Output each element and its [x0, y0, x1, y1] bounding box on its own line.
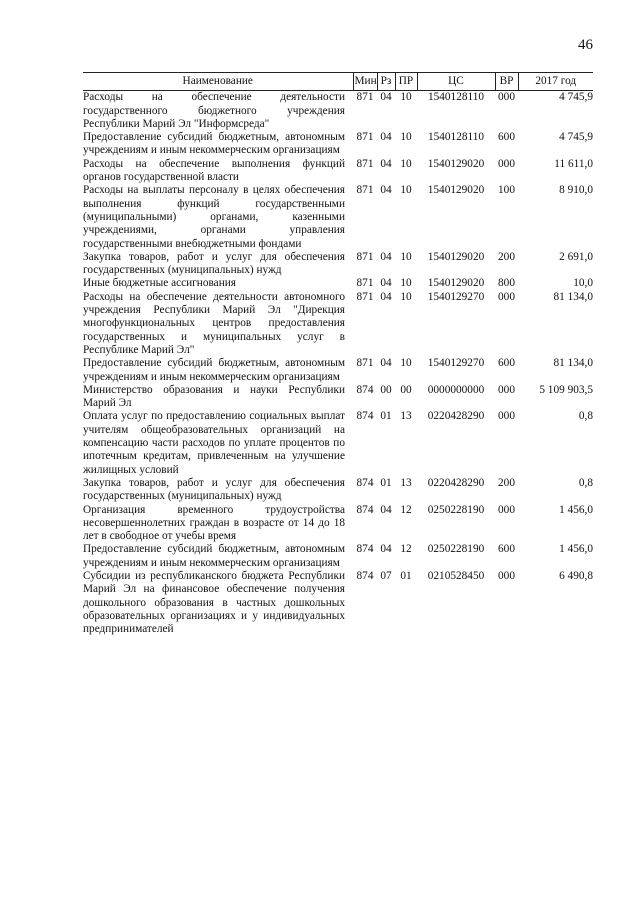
row-rz: 01: [380, 476, 392, 489]
row-cs: 0250228190: [427, 503, 485, 516]
row-rz: 04: [380, 290, 392, 303]
table-header-row: [83, 73, 593, 91]
row-rz: 04: [380, 131, 392, 144]
row-cs: 0210528450: [427, 569, 485, 582]
row-name: Закупка товаров, работ и услуг для обеспечения государственных (муниципальных) нужд: [83, 476, 345, 503]
row-amount: 6 490,8: [559, 569, 593, 582]
row-cs: 1540129020: [427, 184, 485, 197]
row-min: 874: [356, 410, 374, 423]
table-row: [83, 291, 593, 357]
row-pr: 10: [400, 357, 412, 370]
header-pr: ПР: [395, 73, 417, 91]
row-name: Субсидии из республиканского бюджета Республики Марий Эл на финансовое обеспечение получения дошкольного образования в частных дошкольных образовательных организациях и у индивидуальных предпринимателей: [83, 569, 345, 636]
header-name: Наименование: [83, 73, 353, 91]
row-pr: 10: [400, 91, 412, 104]
row-rz: 04: [380, 157, 392, 170]
row-vr: 000: [498, 383, 515, 396]
row-cs: 1540128110: [427, 131, 485, 144]
row-name: Предоставление субсидий бюджетным, автономным учреждениям и иным некоммерческим организациям: [83, 357, 345, 383]
row-min: 874: [356, 569, 374, 582]
row-name: Организация временного трудоустройства несовершеннолетних граждан в возрасте от 14 до 18 лет в свободное от учебы время: [83, 503, 345, 543]
page-number: 46: [578, 37, 593, 53]
row-min: 874: [356, 476, 374, 489]
row-min: 871: [356, 357, 374, 370]
table-row: [83, 277, 593, 290]
row-pr: 10: [400, 184, 412, 197]
row-cs: 0250228190: [427, 543, 485, 556]
row-vr: 600: [498, 543, 515, 556]
row-pr: 10: [400, 131, 412, 144]
row-pr: 10: [400, 157, 412, 170]
row-amount: 1 456,0: [559, 543, 593, 556]
row-cs: 1540129270: [427, 357, 485, 370]
row-pr: 13: [400, 476, 412, 489]
row-name: Иные бюджетные ассигнования: [83, 277, 236, 290]
row-vr: 100: [498, 184, 515, 197]
header-vr: ВР: [495, 73, 518, 91]
row-pr: 10: [400, 277, 412, 290]
row-cs: 1540129270: [427, 290, 485, 303]
row-min: 871: [356, 157, 374, 170]
row-vr: 000: [498, 290, 515, 303]
row-name: Предоставление субсидий бюджетным, автономным учреждениям и иным некоммерческим организациям: [83, 543, 345, 569]
row-rz: 04: [380, 543, 392, 556]
row-name: Предоставление субсидий бюджетным, автономным учреждениям и иным некоммерческим организациям: [83, 131, 345, 157]
row-amount: 4 745,9: [559, 131, 593, 144]
header-rz: Рз: [377, 73, 395, 91]
row-min: 871: [356, 91, 374, 104]
row-amount: 2 691,0: [559, 250, 593, 263]
table-row: [83, 357, 593, 384]
row-vr: 600: [498, 131, 515, 144]
row-rz: 07: [380, 569, 392, 582]
row-name: Оплата услуг по предоставлению социальных выплат учителям общеобразовательных организаций на компенсацию части расходов по уплате процентов по ипотечным кредитам, привлеченным на улучшение жилищных условий: [83, 410, 345, 476]
row-amount: 1 456,0: [559, 503, 593, 516]
row-amount: 4 745,9: [559, 91, 593, 104]
row-cs: 0220428290: [427, 410, 485, 423]
row-name: Закупка товаров, работ и услуг для обеспечения государственных (муниципальных) нужд: [83, 250, 345, 277]
row-vr: 000: [498, 569, 515, 582]
row-min: 871: [356, 184, 374, 197]
row-vr: 200: [498, 476, 515, 489]
row-amount: 0,8: [578, 410, 593, 423]
table-row: [83, 91, 593, 131]
row-vr: 200: [498, 250, 515, 263]
table-row: [83, 543, 593, 570]
table-row: [83, 570, 593, 636]
row-rz: 04: [380, 277, 392, 290]
table-row: [83, 158, 593, 185]
row-amount: 81 134,0: [553, 290, 593, 303]
row-rz: 04: [380, 250, 392, 263]
row-cs: 0000000000: [427, 383, 485, 396]
table-row: [83, 477, 593, 504]
table-row: [83, 410, 593, 476]
table-row: [83, 251, 593, 278]
row-rz: 04: [380, 184, 392, 197]
row-vr: 000: [498, 410, 515, 423]
row-pr: 10: [400, 290, 412, 303]
row-vr: 000: [498, 157, 515, 170]
row-amount: 5 109 903,5: [539, 383, 593, 396]
row-pr: 00: [400, 383, 412, 396]
row-pr: 01: [400, 569, 412, 582]
row-pr: 12: [400, 503, 412, 516]
row-rz: 04: [380, 503, 392, 516]
row-amount: 10,0: [573, 277, 593, 290]
table-row: [83, 131, 593, 158]
row-amount: 81 134,0: [553, 357, 593, 370]
row-min: 874: [356, 503, 374, 516]
table-row: [83, 504, 593, 544]
table-row: [83, 384, 593, 411]
row-cs: 1540128110: [427, 91, 485, 104]
row-pr: 13: [400, 410, 412, 423]
row-amount: 8 910,0: [559, 184, 593, 197]
row-amount: 11 611,0: [554, 157, 593, 170]
row-min: 871: [356, 131, 374, 144]
row-name: Расходы на обеспечение деятельности автономного учреждения Республики Марий Эл "Дирекция многофункциональных центров предоставления государственных и муниципальных услуг в Республике Марий Эл": [83, 290, 345, 356]
header-min: Мин: [353, 73, 377, 91]
row-name: Расходы на обеспечение выполнения функций органов государственной власти: [83, 157, 345, 184]
header-cs: ЦС: [417, 73, 495, 91]
row-pr: 10: [400, 250, 412, 263]
row-name: Расходы на обеспечение деятельности государственного бюджетного учреждения Республики Марий Эл "Информсреда": [83, 91, 345, 130]
row-rz: 01: [380, 410, 392, 423]
row-rz: 00: [380, 383, 392, 396]
row-rz: 04: [380, 357, 392, 370]
row-name: Министерство образования и науки Республики Марий Эл: [83, 383, 345, 410]
row-vr: 000: [498, 91, 515, 104]
budget-table: [83, 72, 593, 636]
row-cs: 1540129020: [427, 157, 485, 170]
table-row: [83, 184, 593, 250]
row-cs: 1540129020: [427, 277, 485, 290]
row-min: 871: [356, 290, 374, 303]
row-min: 871: [356, 277, 374, 290]
row-rz: 04: [380, 91, 392, 104]
row-min: 871: [356, 250, 374, 263]
row-vr: 600: [498, 357, 515, 370]
row-vr: 800: [498, 277, 515, 290]
table-body: [83, 91, 593, 637]
row-name: Расходы на выплаты персоналу в целях обеспечения выполнения функций государственными (муниципальными) органами, казенными учреждениями, органами управления государственными внебюджетными фондами: [83, 184, 345, 250]
row-vr: 000: [498, 503, 515, 516]
row-cs: 1540129020: [427, 250, 485, 263]
row-amount: 0,8: [578, 476, 593, 489]
row-pr: 12: [400, 543, 412, 556]
row-min: 874: [356, 543, 374, 556]
row-cs: 0220428290: [427, 476, 485, 489]
header-year: 2017 год: [518, 73, 593, 91]
row-min: 874: [356, 383, 374, 396]
